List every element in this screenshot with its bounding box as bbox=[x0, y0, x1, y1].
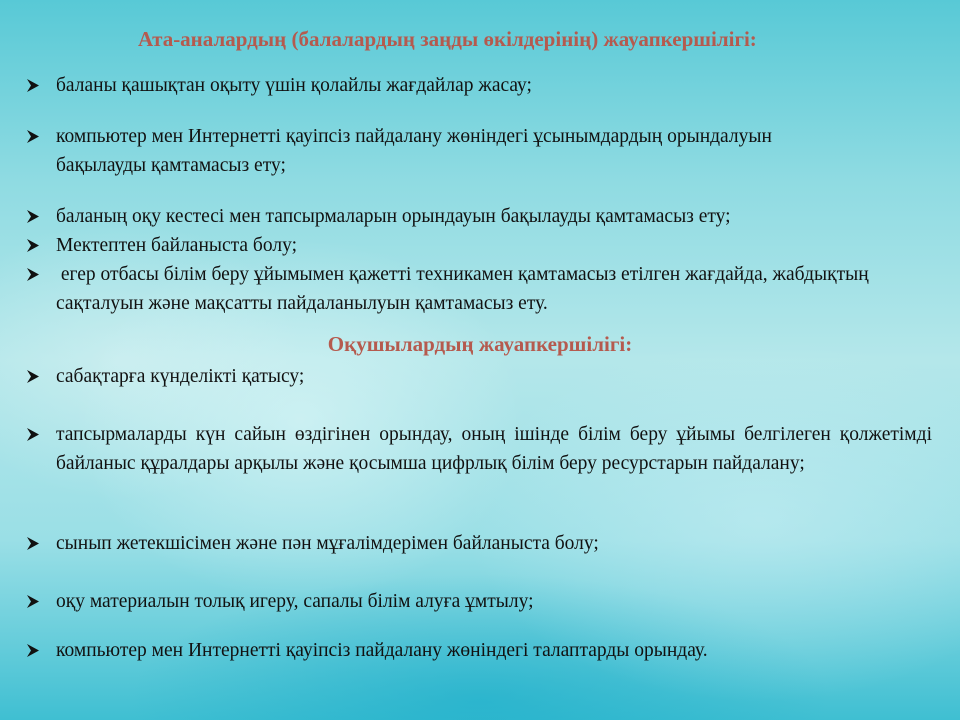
list-item bbox=[26, 362, 932, 391]
list-item-text: Мектептен байланыста болу; bbox=[56, 235, 297, 256]
arrowhead-bullet-icon bbox=[26, 202, 56, 224]
list-item bbox=[26, 231, 932, 260]
list-item-text: баланы қашықтан оқыту үшін қолайлы жағдайлар жасау; bbox=[56, 75, 532, 96]
arrowhead-bullet-icon bbox=[26, 71, 56, 93]
arrowhead-bullet-icon bbox=[26, 122, 56, 144]
list-item bbox=[26, 71, 932, 100]
list-item-text: сынып жетекшісімен және пән мұғалімдерімен байланыста болу; bbox=[56, 533, 599, 554]
list-item-text: сабақтарға күнделікті қатысу; bbox=[56, 366, 305, 387]
list-item bbox=[26, 636, 932, 665]
list-item bbox=[26, 202, 932, 231]
arrowhead-bullet-icon bbox=[26, 636, 56, 658]
arrowhead-bullet-icon bbox=[26, 529, 56, 551]
parents-heading: Ата-аналардың (балалардың заңды өкілдерінің) жауапкершілігі: bbox=[138, 27, 757, 51]
list-item bbox=[26, 529, 932, 558]
arrowhead-bullet-icon bbox=[26, 260, 56, 282]
arrowhead-bullet-icon bbox=[26, 231, 56, 253]
list-item bbox=[26, 122, 932, 180]
arrowhead-bullet-icon bbox=[26, 587, 56, 609]
students-heading: Оқушылардың жауапкершілігі: bbox=[327, 332, 633, 356]
list-item-text: оқу материалын толық игеру, сапалы білім алуға ұмтылу; bbox=[56, 591, 534, 612]
list-item bbox=[26, 260, 932, 318]
list-item-text: тапсырмаларды күн сайын өздігінен орындау, оның ішінде білім беру ұйымы белгілеген қолжетімді байланыс құралдары арқылы және қосымша цифрлық білім беру ресурстарын пайдалану; bbox=[56, 424, 932, 474]
list-item-text: баланың оқу кестесі мен тапсырмаларын орындауын бақылауды қамтамасыз ету; bbox=[56, 206, 731, 227]
list-item-text: компьютер мен Интернетті қауіпсіз пайдалану жөніндегі талаптарды орындау. bbox=[56, 640, 708, 661]
arrowhead-bullet-icon bbox=[26, 362, 56, 384]
list-item bbox=[26, 420, 932, 478]
list-item-text: компьютер мен Интернетті қауіпсіз пайдалану жөніндегі ұсынымдардың орындалуын бақылауды қамтамасыз ету; bbox=[56, 126, 772, 176]
arrowhead-bullet-icon bbox=[26, 420, 56, 442]
list-item bbox=[26, 587, 932, 616]
list-item-text: егер отбасы білім беру ұйымымен қажетті техникамен қамтамасыз етілген жағдайда, жабдықтың сақталуын және мақсатты пайдаланылуын қамтамасыз ету. bbox=[56, 264, 874, 314]
